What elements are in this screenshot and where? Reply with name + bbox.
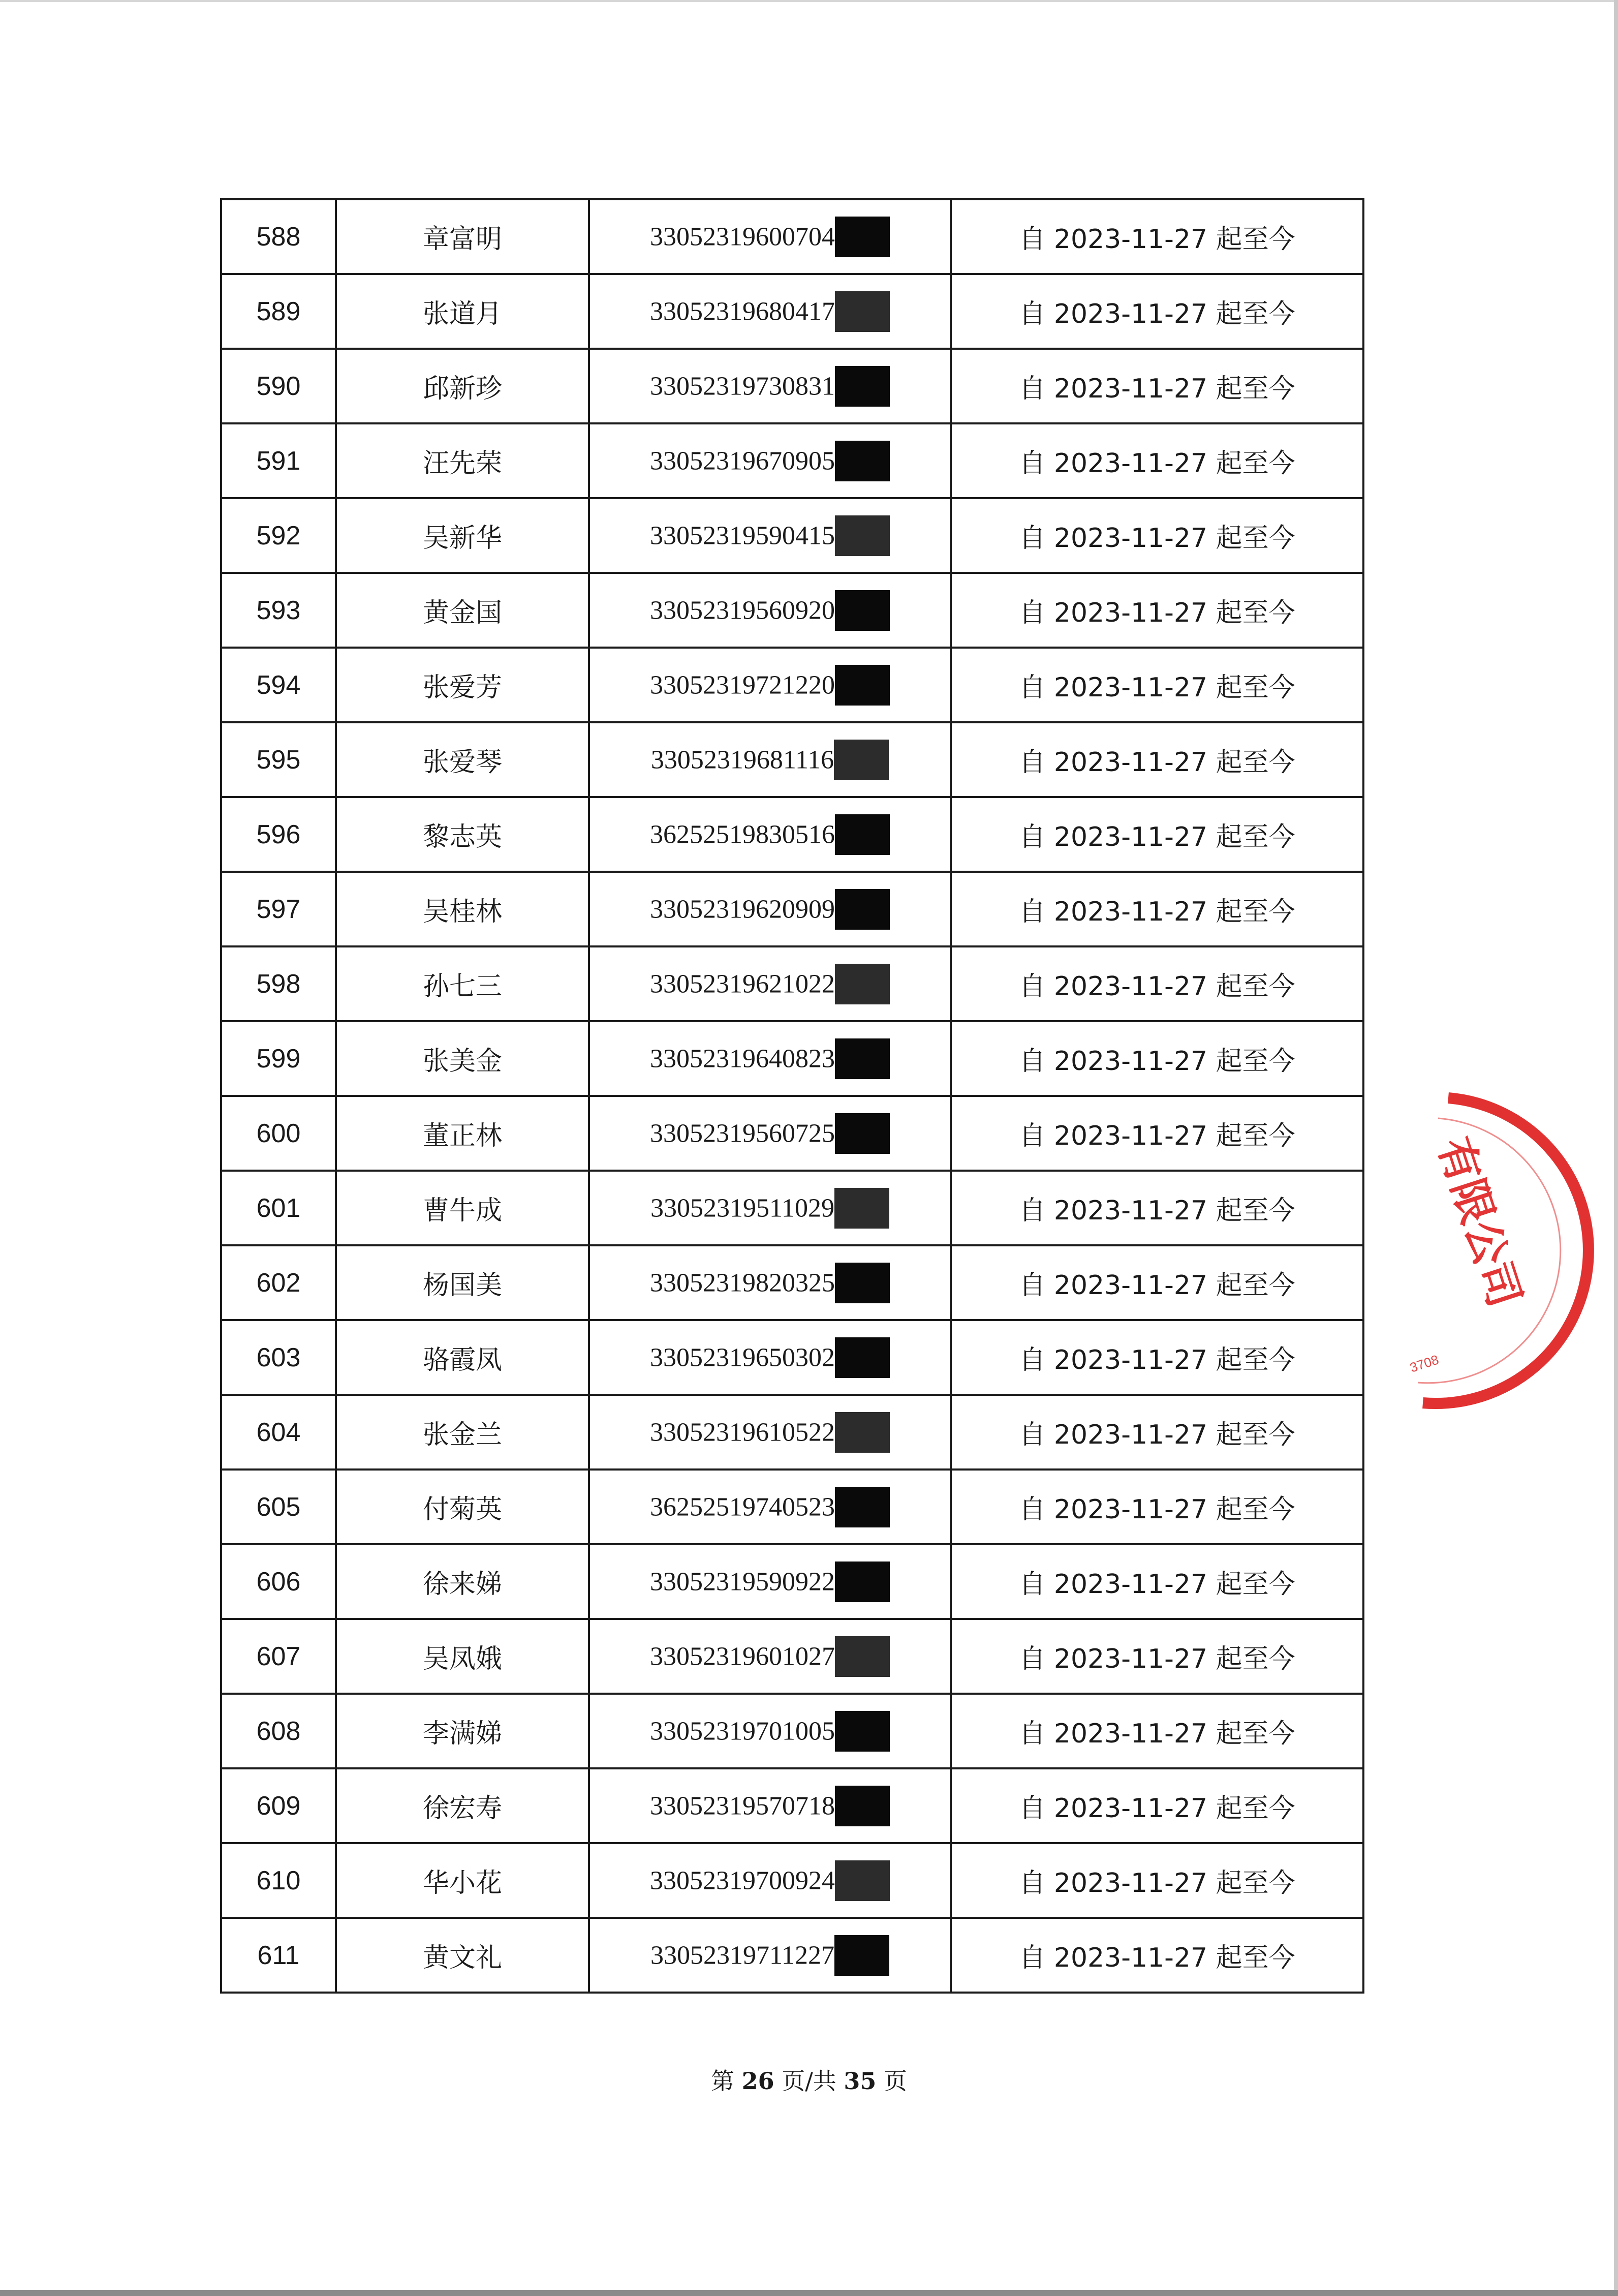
person-name: 邱新珍 bbox=[336, 349, 589, 423]
redaction-block bbox=[835, 590, 890, 631]
table-row bbox=[221, 199, 1363, 274]
redaction-block bbox=[835, 217, 890, 257]
id-number-partial: 33052319560920 bbox=[650, 596, 835, 625]
table-row bbox=[221, 797, 1363, 872]
row-number: 590 bbox=[221, 349, 336, 423]
person-name: 吴桂林 bbox=[336, 872, 589, 946]
table-row bbox=[221, 1320, 1363, 1395]
person-name: 张爱琴 bbox=[336, 722, 589, 797]
id-number-partial: 33052319560725 bbox=[650, 1119, 835, 1148]
redaction-block bbox=[835, 1412, 890, 1453]
row-number: 594 bbox=[221, 648, 336, 722]
id-number-cell bbox=[589, 573, 951, 648]
id-number-partial: 33052319610522 bbox=[650, 1418, 835, 1447]
footer-middle: 页/共 bbox=[782, 2067, 836, 2095]
effective-period: 自 2023-11-27 起至今 bbox=[951, 1470, 1363, 1544]
id-number-cell bbox=[589, 274, 951, 349]
id-number-partial: 36252519830516 bbox=[650, 820, 835, 849]
row-number: 608 bbox=[221, 1694, 336, 1768]
effective-period: 自 2023-11-27 起至今 bbox=[951, 423, 1363, 498]
table-row bbox=[221, 1395, 1363, 1470]
table-row bbox=[221, 648, 1363, 722]
id-number-partial: 36252519740523 bbox=[650, 1492, 835, 1521]
redaction-block bbox=[835, 1113, 890, 1154]
id-number-cell bbox=[589, 1395, 951, 1470]
id-number-cell bbox=[589, 1245, 951, 1320]
id-number-partial: 33052319590922 bbox=[650, 1567, 835, 1596]
effective-period: 自 2023-11-27 起至今 bbox=[951, 1918, 1363, 1993]
table-row bbox=[221, 423, 1363, 498]
id-number-cell bbox=[589, 1021, 951, 1096]
redaction-block bbox=[834, 1188, 889, 1229]
id-number-partial: 33052319820325 bbox=[650, 1268, 835, 1297]
person-name: 张爱芳 bbox=[336, 648, 589, 722]
table-row bbox=[221, 1171, 1363, 1245]
table-row bbox=[221, 1768, 1363, 1843]
id-number-cell bbox=[589, 722, 951, 797]
id-number-partial: 33052319590415 bbox=[650, 521, 835, 550]
id-number-partial: 33052319620909 bbox=[650, 895, 835, 924]
effective-period: 自 2023-11-27 起至今 bbox=[951, 872, 1363, 946]
effective-period: 自 2023-11-27 起至今 bbox=[951, 199, 1363, 274]
id-number-cell bbox=[589, 1544, 951, 1619]
effective-period: 自 2023-11-27 起至今 bbox=[951, 946, 1363, 1021]
effective-period: 自 2023-11-27 起至今 bbox=[951, 1021, 1363, 1096]
redaction-block bbox=[835, 515, 890, 556]
row-number: 604 bbox=[221, 1395, 336, 1470]
roster-table bbox=[220, 198, 1364, 1994]
row-number: 589 bbox=[221, 274, 336, 349]
redaction-block bbox=[835, 1711, 890, 1752]
id-number-cell bbox=[589, 1320, 951, 1395]
id-number-partial: 33052319570718 bbox=[650, 1791, 835, 1820]
effective-period: 自 2023-11-27 起至今 bbox=[951, 1619, 1363, 1694]
id-number-partial: 33052319601027 bbox=[650, 1642, 835, 1671]
footer-current-page: 26 bbox=[741, 2067, 774, 2095]
person-name: 曹牛成 bbox=[336, 1171, 589, 1245]
id-number-cell bbox=[589, 1843, 951, 1918]
person-name: 李满娣 bbox=[336, 1694, 589, 1768]
row-number: 598 bbox=[221, 946, 336, 1021]
row-number: 599 bbox=[221, 1021, 336, 1096]
id-number-cell bbox=[589, 872, 951, 946]
id-number-partial: 33052319670905 bbox=[650, 446, 835, 475]
id-number-cell bbox=[589, 199, 951, 274]
row-number: 597 bbox=[221, 872, 336, 946]
table-row bbox=[221, 274, 1363, 349]
redaction-block bbox=[835, 366, 890, 407]
person-name: 吴新华 bbox=[336, 498, 589, 573]
table-row bbox=[221, 1619, 1363, 1694]
person-name: 黎志英 bbox=[336, 797, 589, 872]
effective-period: 自 2023-11-27 起至今 bbox=[951, 797, 1363, 872]
table-row bbox=[221, 1245, 1363, 1320]
id-number-cell bbox=[589, 423, 951, 498]
redaction-block bbox=[835, 1038, 890, 1079]
id-number-cell bbox=[589, 1470, 951, 1544]
company-seal bbox=[1372, 1078, 1596, 1433]
table-row bbox=[221, 1021, 1363, 1096]
table-row bbox=[221, 349, 1363, 423]
effective-period: 自 2023-11-27 起至今 bbox=[951, 349, 1363, 423]
id-number-cell bbox=[589, 1096, 951, 1171]
effective-period: 自 2023-11-27 起至今 bbox=[951, 1544, 1363, 1619]
person-name: 张金兰 bbox=[336, 1395, 589, 1470]
id-number-partial: 33052319711227 bbox=[650, 1941, 835, 1970]
effective-period: 自 2023-11-27 起至今 bbox=[951, 573, 1363, 648]
row-number: 593 bbox=[221, 573, 336, 648]
table-row bbox=[221, 1096, 1363, 1171]
effective-period: 自 2023-11-27 起至今 bbox=[951, 1843, 1363, 1918]
person-name: 华小花 bbox=[336, 1843, 589, 1918]
row-number: 606 bbox=[221, 1544, 336, 1619]
table-row bbox=[221, 1544, 1363, 1619]
id-number-cell bbox=[589, 349, 951, 423]
id-number-cell bbox=[589, 946, 951, 1021]
effective-period: 自 2023-11-27 起至今 bbox=[951, 1096, 1363, 1171]
person-name: 黄文礼 bbox=[336, 1918, 589, 1993]
person-name: 付菊英 bbox=[336, 1470, 589, 1544]
person-name: 孙七三 bbox=[336, 946, 589, 1021]
roster-body bbox=[221, 199, 1363, 1993]
row-number: 600 bbox=[221, 1096, 336, 1171]
redaction-block bbox=[834, 1935, 889, 1976]
person-name: 骆霞凤 bbox=[336, 1320, 589, 1395]
scan-edge-bottom bbox=[0, 2290, 1618, 2296]
table-row bbox=[221, 722, 1363, 797]
person-name: 董正林 bbox=[336, 1096, 589, 1171]
id-number-cell bbox=[589, 797, 951, 872]
id-number-partial: 33052319511029 bbox=[650, 1193, 835, 1222]
redaction-block bbox=[835, 1636, 890, 1677]
table-row bbox=[221, 946, 1363, 1021]
id-number-partial: 33052319730831 bbox=[650, 372, 835, 401]
id-number-partial: 33052319681116 bbox=[650, 745, 834, 774]
person-name: 徐来娣 bbox=[336, 1544, 589, 1619]
redaction-block bbox=[835, 441, 890, 481]
redaction-block bbox=[835, 889, 890, 930]
redaction-block bbox=[835, 1263, 890, 1303]
table-row bbox=[221, 1694, 1363, 1768]
seal-code: 3708 bbox=[1408, 1352, 1441, 1375]
redaction-block bbox=[835, 1860, 890, 1901]
effective-period: 自 2023-11-27 起至今 bbox=[951, 274, 1363, 349]
effective-period: 自 2023-11-27 起至今 bbox=[951, 1768, 1363, 1843]
row-number: 591 bbox=[221, 423, 336, 498]
person-name: 汪先荣 bbox=[336, 423, 589, 498]
redaction-block bbox=[835, 665, 890, 706]
id-number-partial: 33052319700924 bbox=[650, 1866, 835, 1895]
id-number-cell bbox=[589, 1171, 951, 1245]
row-number: 609 bbox=[221, 1768, 336, 1843]
scan-edge-top bbox=[0, 0, 1618, 2]
table-row bbox=[221, 1470, 1363, 1544]
redaction-block bbox=[834, 740, 889, 780]
row-number: 602 bbox=[221, 1245, 336, 1320]
row-number: 596 bbox=[221, 797, 336, 872]
row-number: 601 bbox=[221, 1171, 336, 1245]
scan-edge-right bbox=[1614, 0, 1618, 2296]
id-number-cell bbox=[589, 648, 951, 722]
row-number: 611 bbox=[221, 1918, 336, 1993]
row-number: 607 bbox=[221, 1619, 336, 1694]
id-number-partial: 33052319680417 bbox=[650, 297, 835, 326]
footer-total-pages: 35 bbox=[844, 2067, 877, 2095]
seal-text: 有限公司 bbox=[1428, 1131, 1531, 1313]
row-number: 588 bbox=[221, 199, 336, 274]
row-number: 610 bbox=[221, 1843, 336, 1918]
effective-period: 自 2023-11-27 起至今 bbox=[951, 1694, 1363, 1768]
person-name: 黄金国 bbox=[336, 573, 589, 648]
effective-period: 自 2023-11-27 起至今 bbox=[951, 648, 1363, 722]
effective-period: 自 2023-11-27 起至今 bbox=[951, 722, 1363, 797]
id-number-partial: 33052319600704 bbox=[650, 222, 835, 251]
id-number-partial: 33052319621022 bbox=[650, 969, 835, 998]
footer-suffix: 页 bbox=[884, 2067, 908, 2095]
redaction-block bbox=[835, 1337, 890, 1378]
person-name: 张道月 bbox=[336, 274, 589, 349]
redaction-block bbox=[835, 964, 890, 1004]
effective-period: 自 2023-11-27 起至今 bbox=[951, 1320, 1363, 1395]
id-number-partial: 33052319650302 bbox=[650, 1343, 835, 1372]
id-number-cell bbox=[589, 498, 951, 573]
footer-prefix: 第 bbox=[710, 2067, 734, 2095]
person-name: 张美金 bbox=[336, 1021, 589, 1096]
row-number: 592 bbox=[221, 498, 336, 573]
table-row bbox=[221, 1918, 1363, 1993]
id-number-cell bbox=[589, 1918, 951, 1993]
id-number-cell bbox=[589, 1694, 951, 1768]
id-number-partial: 33052319721220 bbox=[650, 670, 835, 699]
redaction-block bbox=[835, 814, 890, 855]
row-number: 605 bbox=[221, 1470, 336, 1544]
row-number: 603 bbox=[221, 1320, 336, 1395]
redaction-block bbox=[835, 1562, 890, 1602]
table-row bbox=[221, 573, 1363, 648]
id-number-partial: 33052319640823 bbox=[650, 1044, 835, 1073]
effective-period: 自 2023-11-27 起至今 bbox=[951, 1245, 1363, 1320]
effective-period: 自 2023-11-27 起至今 bbox=[951, 1171, 1363, 1245]
effective-period: 自 2023-11-27 起至今 bbox=[951, 498, 1363, 573]
id-number-cell bbox=[589, 1619, 951, 1694]
person-name: 吴凤娥 bbox=[336, 1619, 589, 1694]
person-name: 徐宏寿 bbox=[336, 1768, 589, 1843]
id-number-cell bbox=[589, 1768, 951, 1843]
redaction-block bbox=[835, 291, 890, 332]
row-number: 595 bbox=[221, 722, 336, 797]
person-name: 章富明 bbox=[336, 199, 589, 274]
id-number-partial: 33052319701005 bbox=[650, 1717, 835, 1746]
person-name: 杨国美 bbox=[336, 1245, 589, 1320]
effective-period: 自 2023-11-27 起至今 bbox=[951, 1395, 1363, 1470]
redaction-block bbox=[835, 1487, 890, 1527]
table-row bbox=[221, 1843, 1363, 1918]
table-row bbox=[221, 872, 1363, 946]
redaction-block bbox=[835, 1786, 890, 1826]
table-row bbox=[221, 498, 1363, 573]
page-footer bbox=[0, 2063, 1618, 2096]
